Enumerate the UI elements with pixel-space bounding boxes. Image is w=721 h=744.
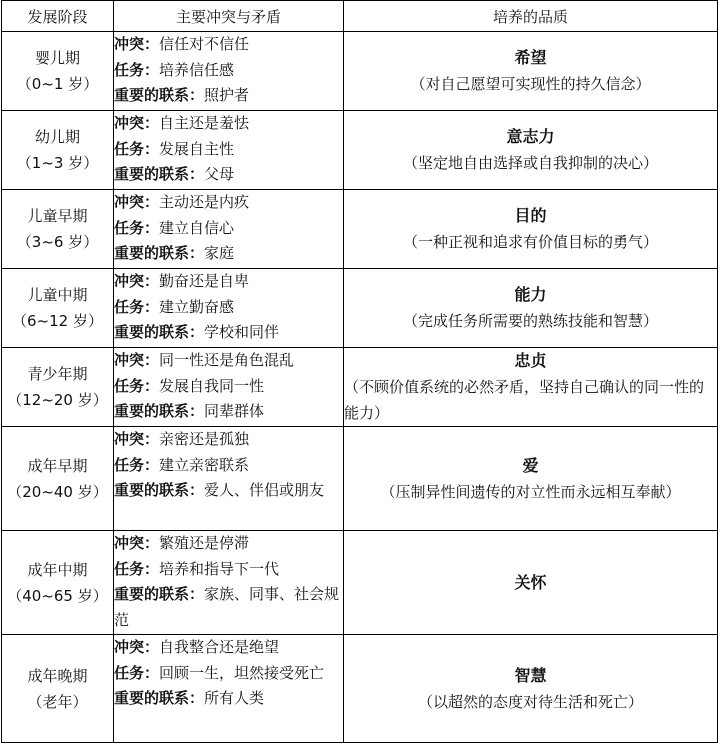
conflict-text: 主动还是内疚: [159, 193, 250, 211]
conflict-cell: [114, 190, 344, 269]
conflict-cell: [114, 427, 344, 531]
conflict-text: 自主还是羞怯: [159, 114, 250, 132]
quality-desc: （坚定地自由选择或自我抑制的决心）: [402, 154, 658, 172]
task-text: 培养和指导下一代: [159, 559, 280, 578]
relation-text: 所有人类: [204, 689, 265, 707]
conflict-text: 勤奋还是自卑: [159, 272, 250, 290]
relation-label: 重要的联系：: [114, 323, 205, 341]
task-label: 任务：: [114, 60, 160, 79]
task-text: 发展自我同一性: [159, 376, 265, 395]
development-stages-table: [1, 0, 718, 743]
header-row: [2, 1, 718, 32]
table-row: [2, 531, 718, 635]
conflict-label: 冲突：: [114, 193, 160, 211]
task-label: 任务：: [114, 218, 160, 237]
relation-text: 家庭: [204, 244, 235, 262]
table-row: [2, 111, 718, 190]
conflict-label: 冲突：: [114, 430, 160, 448]
relation-text: 爱人、伴侣或朋友: [204, 481, 325, 499]
stage-age: （1~3 岁）: [16, 154, 99, 172]
stage-name: 成年中期: [27, 560, 88, 579]
task-label: 任务：: [114, 559, 160, 578]
quality-name: 目的: [514, 206, 547, 225]
stage-cell: [2, 348, 114, 427]
quality-desc: （不顾价值系统的必然矛盾，坚持自己确认的同一性的能力）: [344, 378, 705, 422]
conflict-cell: [114, 269, 344, 348]
task-label: 任务：: [114, 297, 160, 316]
task-text: 建立亲密联系: [159, 455, 250, 474]
quality-cell: [344, 111, 718, 190]
quality-desc: （压制异性间遗传的对立性而永远相互奉献）: [380, 482, 681, 501]
stage-cell: [2, 427, 114, 531]
stage-cell: [2, 32, 114, 111]
stage-cell: [2, 111, 114, 190]
conflict-text: 同一性还是角色混乱: [159, 351, 295, 369]
table-row: [2, 32, 718, 111]
header-stage: 发展阶段: [2, 1, 114, 32]
table-row: [2, 190, 718, 269]
conflict-cell: [114, 32, 344, 111]
stage-cell: [2, 190, 114, 269]
stage-age: （6~12 岁）: [12, 312, 103, 330]
relation-label: 重要的联系：: [114, 402, 205, 420]
stage-name: 儿童早期: [27, 207, 88, 225]
relation-label: 重要的联系：: [114, 481, 205, 499]
stage-age: （3~6 岁）: [16, 233, 99, 251]
quality-name: 忠贞: [514, 351, 547, 370]
stage-age: （40~65 岁）: [7, 586, 108, 605]
relation-label: 重要的联系：: [114, 244, 205, 262]
stage-name: 成年早期: [27, 456, 88, 475]
stage-age: （老年）: [27, 692, 88, 711]
quality-cell: [344, 427, 718, 531]
relation-text: 父母: [204, 165, 235, 183]
quality-cell: [344, 531, 718, 635]
quality-name: 智慧: [514, 665, 547, 685]
table-row: [2, 635, 718, 743]
relation-label: 重要的联系：: [114, 689, 205, 707]
conflict-label: 冲突：: [114, 638, 160, 656]
quality-name: 希望: [514, 48, 547, 67]
stage-age: （0~1 岁）: [16, 75, 99, 93]
relation-text: 家族、同事、社会规范: [114, 585, 340, 629]
conflict-text: 信任对不信任: [159, 35, 250, 53]
task-label: 任务：: [114, 139, 160, 158]
conflict-label: 冲突：: [114, 534, 160, 552]
stage-age: （12~20 岁）: [7, 391, 108, 409]
quality-cell: [344, 190, 718, 269]
quality-name: 爱: [522, 455, 539, 475]
stage-cell: [2, 269, 114, 348]
quality-name: 能力: [514, 285, 547, 304]
task-text: 建立自信心: [159, 218, 235, 237]
stage-name: 幼儿期: [34, 128, 80, 146]
stage-cell: [2, 531, 114, 635]
conflict-label: 冲突：: [114, 272, 160, 290]
header-quality: 培养的品质: [344, 1, 718, 32]
conflict-label: 冲突：: [114, 35, 160, 53]
task-text: 回顾一生，坦然接受死亡: [159, 663, 325, 682]
quality-name: 意志力: [506, 127, 555, 146]
conflict-text: 亲密还是孤独: [159, 430, 250, 448]
relation-label: 重要的联系：: [114, 165, 205, 183]
task-label: 任务：: [114, 663, 160, 682]
stage-name: 青少年期: [27, 365, 88, 383]
conflict-cell: [114, 531, 344, 635]
task-text: 建立勤奋感: [159, 297, 235, 316]
conflict-text: 繁殖还是停滞: [159, 534, 250, 552]
conflict-text: 自我整合还是绝望: [159, 638, 280, 656]
relation-text: 同辈群体: [204, 402, 265, 420]
conflict-cell: [114, 635, 344, 743]
conflict-cell: [114, 348, 344, 427]
stage-name: 成年晚期: [27, 666, 88, 685]
conflict-cell: [114, 111, 344, 190]
quality-desc: （完成任务所需要的熟练技能和智慧）: [402, 312, 658, 330]
quality-cell: [344, 269, 718, 348]
relation-label: 重要的联系：: [114, 86, 205, 104]
stage-age: （20~40 岁）: [7, 482, 108, 501]
relation-label: 重要的联系：: [114, 585, 205, 603]
table-row: [2, 427, 718, 531]
relation-text: 学校和同伴: [204, 323, 280, 341]
task-label: 任务：: [114, 455, 160, 474]
quality-name: 关怀: [514, 572, 547, 592]
stage-name: 儿童中期: [27, 286, 88, 304]
quality-cell: [344, 348, 718, 427]
task-label: 任务：: [114, 376, 160, 395]
quality-cell: [344, 635, 718, 743]
table-row: [2, 269, 718, 348]
quality-desc: （以超然的态度对待生活和死亡）: [417, 692, 643, 711]
quality-desc: （对自己愿望可实现性的持久信念）: [410, 75, 651, 93]
relation-text: 照护者: [204, 86, 250, 104]
quality-cell: [344, 32, 718, 111]
stage-cell: [2, 635, 114, 743]
task-text: 培养信任感: [159, 60, 235, 79]
header-conflict: 主要冲突与矛盾: [114, 1, 344, 32]
table-row: [2, 348, 718, 427]
quality-desc: （一种正视和追求有价值目标的勇气）: [402, 233, 658, 251]
conflict-label: 冲突：: [114, 114, 160, 132]
stage-name: 婴儿期: [34, 49, 80, 67]
task-text: 发展自主性: [159, 139, 235, 158]
conflict-label: 冲突：: [114, 351, 160, 369]
